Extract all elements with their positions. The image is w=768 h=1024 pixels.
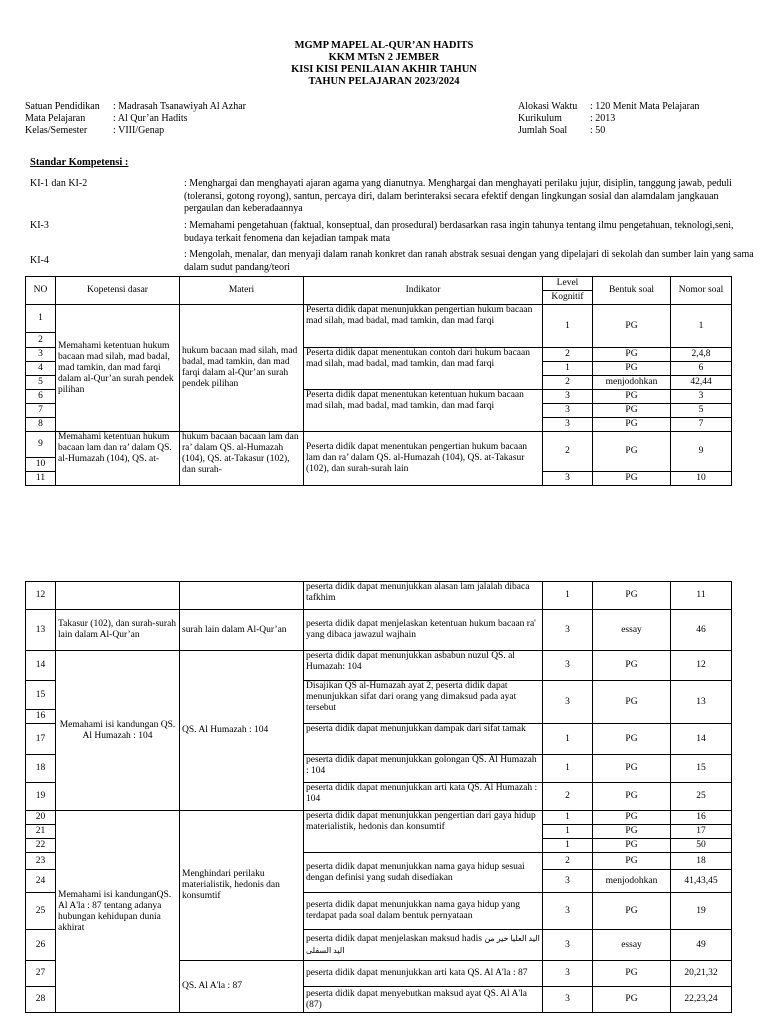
materi-cell: surah lain dalam Al-Qur’an [180,610,304,651]
nomor-cell: 25 [671,783,732,811]
materi-cell-empty [180,582,304,610]
row-no: 21 [26,825,56,839]
materi-cell: Menghindari perilaku materialistik, hedonis dan konsumtif [180,811,304,961]
header-line-3: KISI KISI PENILAIAN AKHIR TAHUN [291,64,477,75]
level-cell: 2 [543,348,593,362]
row-no: 14 [26,651,56,681]
row-no: 24 [26,870,56,893]
nomor-cell: 49 [671,930,732,961]
meta-value: : VIII/Genap [113,125,165,136]
level-cell: 1 [543,825,593,839]
ki-text: : Memahami pengetahuan (faktual, konseptual, dan prosedural) berdasarkan rasa ingin tahunya tentang ilmu pengetahuan, teknologi,seni, budaya terkait fenomena dan kejadian tampak mata [184,220,734,244]
nomor-cell: 16 [671,811,732,825]
meta-value: : 2013 [590,113,616,124]
nomor-cell: 14 [671,724,732,755]
level-cell: 3 [543,404,593,418]
meta-label: Jumlah Soal [518,125,568,136]
indikator-cell: peserta didik dapat menunjukkan nama gaya hidup yang terdapat pada soal dalam bentuk pernyataan [304,893,543,930]
ki-text: : Menghargai dan menghayati ajaran agama yang dianutnya. Menghargai dan menghayati perilaku jujur, disiplin, tanggung jawab, peduli (toleransi, gotong royong), santun, percaya diri, dalam berinteraksi secara efektif dengan lingkungan sosial dan alamdalam jangkauan pergaulan dan keberadaannya [184,178,732,214]
kd-cell: Memahami isi kandungan QS. Al Humazah : 104 [56,651,180,811]
bentuk-cell: PG [593,825,671,839]
meta-label: Kurikulum [518,113,562,124]
row-no: 17 [26,724,56,755]
meta-label: Satuan Pendidikan [25,101,100,112]
bentuk-cell: PG [593,724,671,755]
level-cell: 3 [543,472,593,486]
row-no: 18 [26,755,56,783]
materi-cell: hukum bacaan bacaan lam dan ra’ dalam QS. al-Humazah (104), QS. at-Takasur (102), dan surah- [180,432,304,486]
header-materi: Materi [180,277,304,305]
meta-value: : Madrasah Tsanawiyah Al Azhar [113,101,246,112]
nomor-cell: 46 [671,610,732,651]
bentuk-cell: PG [593,839,671,853]
meta-value: : Al Qur’an Hadits [113,113,188,124]
header-no: NO [26,277,56,305]
nomor-cell: 50 [671,839,732,853]
indikator-cell: peserta didik dapat menunjukkan golongan QS. Al Humazah : 104 [304,755,543,783]
nomor-cell: 15 [671,755,732,783]
indikator-cell: peserta didik dapat menunjukkan nama gaya hidup sesuai dengan definisi yang sudah disediakan [304,853,543,893]
header-kompetensi-dasar: Kopetensi dasar [56,277,180,305]
nomor-cell: 13 [671,681,732,724]
row-no: 3 [26,348,56,362]
nomor-cell: 17 [671,825,732,839]
row-no: 13 [26,610,56,651]
nomor-cell: 12 [671,651,732,681]
level-cell: 2 [543,376,593,390]
bentuk-cell: PG [593,961,671,987]
arabic-hadith-text: اليد العليا خير من اليد السفلى [306,934,540,955]
row-no: 27 [26,961,56,987]
nomor-cell: 6 [671,362,732,376]
meta-label: Kelas/Semester [25,125,88,136]
nomor-cell: 2,4,8 [671,348,732,362]
nomor-cell: 42,44 [671,376,732,390]
indikator-cell: peserta didik dapat menunjukkan pengertian dari gaya hidup materialistik, hedonis dan konsumtif [304,811,543,853]
level-cell: 2 [543,783,593,811]
level-cell: 3 [543,610,593,651]
level-cell: 3 [543,870,593,893]
level-cell: 1 [543,305,593,348]
level-cell: 3 [543,390,593,404]
materi-cell: QS. Al Humazah : 104 [180,651,304,811]
meta-value: : 50 [590,125,606,136]
header-kognitif: Kognitif [543,291,593,305]
bentuk-cell: PG [593,362,671,376]
bentuk-cell: PG [593,472,671,486]
row-no: 25 [26,893,56,930]
indikator-cell: Peserta didik dapat menunjukkan pengertian hukum bacaan mad silah, mad badal, mad tamkin, dan mad farqi [304,305,543,348]
kisi-table-part-2 [25,581,732,1013]
indikator-cell: Peserta didik dapat menentukan ketentuan hukum bacaan mad silah, mad badal, mad tamkin, dan mad farqi [304,390,543,432]
row-no: 10 [26,458,56,472]
row-no: 26 [26,930,56,961]
bentuk-cell: menjodohkan [593,376,671,390]
row-no: 16 [26,710,56,724]
document-header [0,40,768,88]
bentuk-cell: PG [593,404,671,418]
nomor-cell: 18 [671,853,732,870]
level-cell: 3 [543,418,593,432]
level-cell: 1 [543,362,593,376]
kd-cell: Memahami isi kandunganQS. Al A'la : 87 tentang adanya hubungan kehidupan dunia akhirat [56,811,180,1013]
level-cell: 3 [543,651,593,681]
nomor-cell: 20,21,32 [671,961,732,987]
row-no: 1 [26,305,56,333]
row-no: 20 [26,811,56,825]
row-no: 6 [26,390,56,404]
bentuk-cell: PG [593,348,671,362]
header-indikator: Indikator [304,277,543,305]
meta-right [518,101,699,137]
bentuk-cell: PG [593,783,671,811]
ki-label: KI-4 [30,255,49,266]
nomor-cell: 5 [671,404,732,418]
row-no: 5 [26,376,56,390]
header-bentuk-soal: Bentuk soal [593,277,671,305]
ki-text: : Mengolah, menalar, dan menyaji dalam ranah konkret dan ranah abstrak sesuai dengan yang dipelajari di sekolah dan sumber lain yang sama dalam sudut pandang/teori [184,249,754,273]
bentuk-cell: PG [593,893,671,930]
level-cell: 1 [543,582,593,610]
nomor-cell: 19 [671,893,732,930]
row-no: 22 [26,839,56,853]
kisi-table-part-1 [25,276,732,486]
row-no: 19 [26,783,56,811]
row-no: 7 [26,404,56,418]
indikator-cell [304,930,543,961]
indikator-cell: Peserta didik dapat menentukan contoh dari hukum bacaan mad silah, mad badal, mad tamkin, dan mad farqi [304,348,543,390]
bentuk-cell: PG [593,390,671,404]
bentuk-cell: PG [593,853,671,870]
indikator-cell: peserta didik dapat menjelaskan ketentuan hukum bacaan ra' yang dibaca jawazul wajhain [304,610,543,651]
level-cell: 1 [543,811,593,825]
header-line-1: MGMP MAPEL AL-QUR’AN HADITS [294,40,474,51]
kd-cell: Memahami ketentuan hukum bacaan lam dan ra’ dalam QS. al-Humazah (104), QS. at- [56,432,180,486]
level-cell: 3 [543,961,593,987]
bentuk-cell: essay [593,930,671,961]
bentuk-cell: PG [593,582,671,610]
row-no: 9 [26,432,56,458]
level-cell: 3 [543,893,593,930]
kd-cell-empty [56,582,180,610]
indikator-cell: Peserta didik dapat menentukan pengertian hukum bacaan lam dan ra’ dalam QS. al-Humazah (104), QS. at-Takasur (102), dan surah-surah lain [304,432,543,486]
meta-label: Alokasi Waktu [518,101,578,112]
meta-label: Mata Pelajaran [25,113,86,124]
row-no: 11 [26,472,56,486]
meta-left [25,101,246,137]
bentuk-cell: menjodohkan [593,870,671,893]
nomor-cell: 41,43,45 [671,870,732,893]
nomor-cell: 7 [671,418,732,432]
indikator-cell: Disajikan QS al-Humazah ayat 2, peserta didik dapat menunjukkan sifat dari orang yang dimaksud pada ayat tersebut [304,681,543,724]
level-cell: 3 [543,681,593,724]
nomor-cell: 3 [671,390,732,404]
bentuk-cell: PG [593,987,671,1013]
ki-label: KI-3 [30,220,49,231]
row-no: 12 [26,582,56,610]
indikator-cell: peserta didik dapat menunjukkan alasan lam jalalah dibaca tafkhim [304,582,543,610]
bentuk-cell: PG [593,681,671,724]
level-cell: 1 [543,839,593,853]
indikator-cell: peserta didik dapat menunjukkan dampak dari sifat tamak [304,724,543,755]
bentuk-cell: PG [593,305,671,348]
indikator-cell: peserta didik dapat menunjukkan arti kata QS. Al A'la : 87 [304,961,543,987]
row-no: 28 [26,987,56,1013]
bentuk-cell: PG [593,418,671,432]
indikator-text: peserta didik dapat menjelaskan maksud hadis [306,934,482,944]
row-no: 2 [26,333,56,348]
bentuk-cell: PG [593,811,671,825]
nomor-cell: 9 [671,432,732,472]
header-level: Level [543,277,593,291]
materi-cell: hukum bacaan mad silah, mad badal, mad tamkin, dan mad farqi dalam al-Qur’an surah pendek pilihan [180,305,304,432]
indikator-cell: peserta didik dapat menyebutkan maksud ayat QS. Al A'la (87) [304,987,543,1013]
header-line-4: TAHUN PELAJARAN 2023/2024 [308,76,460,87]
level-cell: 3 [543,987,593,1013]
row-no: 23 [26,853,56,870]
level-cell: 2 [543,432,593,472]
bentuk-cell: PG [593,755,671,783]
level-cell: 2 [543,853,593,870]
nomor-cell: 22,23,24 [671,987,732,1013]
level-cell: 1 [543,755,593,783]
row-no: 15 [26,681,56,710]
indikator-cell: peserta didik dapat menunjukkan arti kata QS. Al Humazah : 104 [304,783,543,811]
header-nomor-soal: Nomor soal [671,277,732,305]
bentuk-cell: PG [593,651,671,681]
kd-cell: Memahami ketentuan hukum bacaan mad silah, mad badal, mad tamkin, dan mad farqi dalam al-Qur’an surah pendek pilihan [56,305,180,432]
materi-cell: QS. Al A'la : 87 [180,961,304,1013]
nomor-cell: 11 [671,582,732,610]
header-line-2: KKM MTsN 2 JEMBER [328,52,440,63]
nomor-cell: 10 [671,472,732,486]
level-cell: 1 [543,724,593,755]
bentuk-cell: PG [593,432,671,472]
indikator-cell: peserta didik dapat menunjukkan asbabun nuzul QS. al Humazah: 104 [304,651,543,681]
row-no: 4 [26,362,56,376]
ki-label: KI-1 dan KI-2 [30,178,88,189]
standar-kompetensi-title: Standar Kompetensi : [30,157,129,168]
row-no: 8 [26,418,56,432]
nomor-cell: 1 [671,305,732,348]
kd-cell: Takasur (102), dan surah-surah lain dalam Al-Qur’an [56,610,180,651]
bentuk-cell: essay [593,610,671,651]
meta-value: : 120 Menit Mata Pelajaran [590,101,700,112]
level-cell: 3 [543,930,593,961]
